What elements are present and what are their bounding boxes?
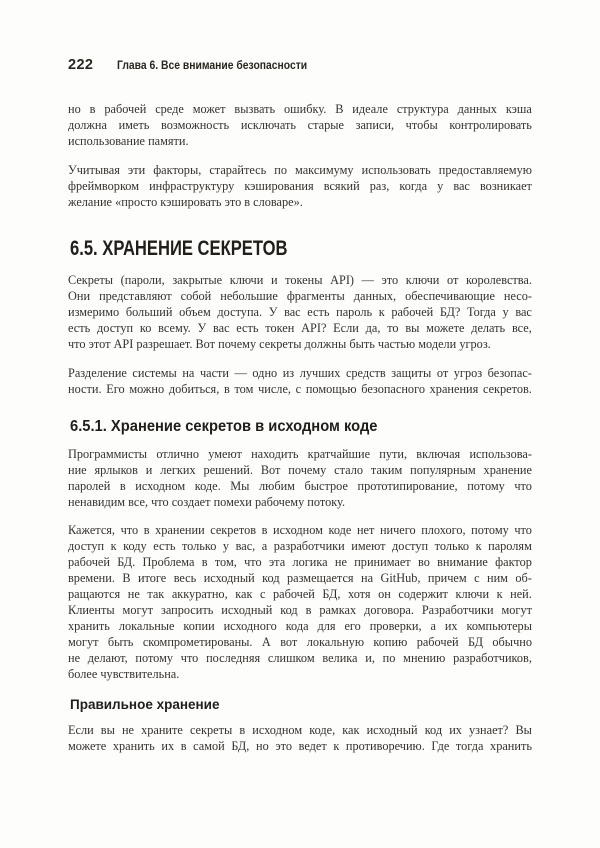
text-line: что этот API разрешает. Вот почему секреты должны быть частью модели угроз. <box>68 337 491 351</box>
text-line: есть доступ ко всему. У вас есть токен API? Если да, то вы можете делать все, <box>68 321 532 335</box>
text-line: желание «просто кэшировать это в словаре». <box>68 195 303 209</box>
subsection-heading-6-5-1: 6.5.1. Хранение секретов в исходном коде <box>70 418 378 435</box>
text-line: можете хранить их в самой БД, но это ведет к противоречию. Где тогда хранить <box>68 739 532 753</box>
text-line: Если вы не храните секреты в исходном коде, как исходный код их узнает? Вы <box>68 723 532 737</box>
paragraph-secrets-keys <box>68 272 532 352</box>
page-header <box>68 57 329 73</box>
page-number: 222 <box>68 57 94 73</box>
text-line: более чувствительна. <box>68 667 180 681</box>
text-line: Учитывая эти факторы, старайтесь по максимуму использовать предоставляемую <box>68 163 532 177</box>
paragraph-system-partitioning <box>68 365 532 397</box>
text-line: хранить локальные копии исходного кода для его проверки, а их компьютеры <box>68 619 532 633</box>
text-line: должна иметь возможность исключать старые записи, чтобы контролировать <box>68 118 532 132</box>
text-line: но в рабочей среде может вызвать ошибку. В идеале структура данных кэша <box>68 102 532 116</box>
text-line: времени. В итоге весь исходный код размещается на GitHub, причем с ним об- <box>68 571 532 585</box>
text-line: могут быть скомпрометированы. А вот локальную копию рабочей БД обычно <box>68 635 532 649</box>
text-line: Клиенты могут запросить исходный код в рамках договора. Разработчики могут <box>68 603 532 617</box>
text-line: рабочей БД. Проблема в том, что эта логика не принимает во внимание фактор <box>68 555 532 569</box>
text-line: Они представляют собой небольшие фрагменты данных, обеспечивающие несо- <box>68 289 532 303</box>
text-line: ненавидим все, что создает помехи рабочему потоку. <box>68 495 346 509</box>
paragraph-framework-caching <box>68 162 532 210</box>
section-heading-6-5: 6.5. ХРАНЕНИЕ СЕКРЕТОВ <box>70 237 288 260</box>
text-line: доступ к коду есть только у вас, а разработчики имеют доступ только к паролям <box>68 539 532 553</box>
text-line: Кажется, что в хранении секретов в исходном коде нет ничего плохого, потому что <box>68 523 532 537</box>
text-line: ние ярлыков и легких решений. Вот почему стало таким популярным хранение <box>68 463 532 477</box>
text-line: не делают, потому что последняя слишком велика и, по мнению разработчиков, <box>68 651 532 665</box>
paragraph-source-code-risks <box>68 522 532 682</box>
text-line: использование памяти. <box>68 134 189 148</box>
paragraph-where-to-store <box>68 722 532 754</box>
text-line: измеримо больший объем доступа. У вас есть пароль к рабочей БД? Тогда у вас <box>68 305 532 319</box>
paragraph-programmers-shortcuts <box>68 446 532 510</box>
text-line: паролей в исходном коде. Мы любим быстрое прототипирование, потому что <box>68 479 532 493</box>
chapter-title: Глава 6. Все внимание безопасности <box>117 60 308 72</box>
text-line: ности. Его можно добиться, в том числе, с помощью безопасного хранения секретов. <box>68 382 532 396</box>
subheading-proper-storage: Правильное хранение <box>70 697 220 712</box>
text-line: Программисты отлично умеют находить кратчайшие пути, включая использова- <box>68 447 532 461</box>
paragraph-cache-errors <box>68 101 532 149</box>
text-line: фреймворком инфраструктуру кэширования всякий раз, когда у вас возникает <box>68 179 532 193</box>
text-line: ращаются не так аккуратно, как с рабочей БД, хотя он содержит ключи к ней. <box>68 587 532 601</box>
text-line: Секреты (пароли, закрытые ключи и токены API) — это ключи от королевства. <box>68 273 532 287</box>
text-line: Разделение системы на части — одно из лучших средств защиты от угроз безопас- <box>68 366 532 380</box>
